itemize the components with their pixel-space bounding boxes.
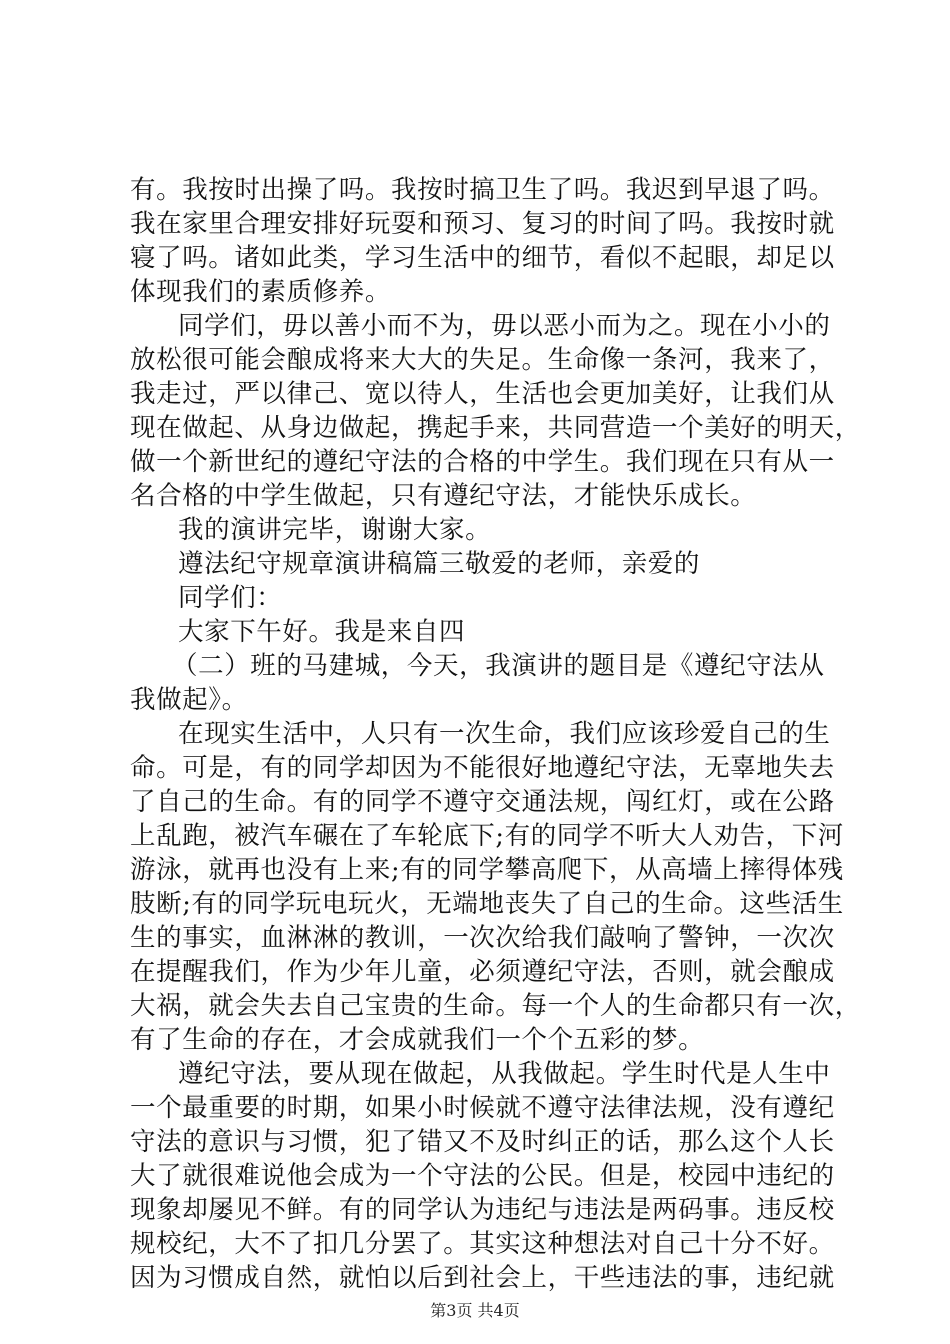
text-line: 有。我按时出操了吗。我按时搞卫生了吗。我迟到早退了吗。 — [130, 175, 835, 205]
text-line: 规校纪，大不了扣几分罢了。其实这种想法对自己十分不好。 — [130, 1229, 835, 1259]
text-line: 寝了吗。诸如此类，学习生活中的细节，看似不起眼，却足以 — [130, 243, 835, 273]
text-line: 了自己的生命。有的同学不遵守交通法规，闯红灯，或在公路 — [130, 787, 835, 817]
text-line: 现象却屡见不鲜。有的同学认为违纪与违法是两码事。违反校 — [130, 1195, 835, 1225]
paragraph-start: 遵纪守法，要从现在做起，从我做起。学生时代是人生中 — [178, 1059, 831, 1089]
text-line: 肢断;有的同学玩电玩火，无端地丧失了自己的生命。这些活生 — [130, 889, 844, 919]
paragraph-start: （二）班的马建城，今天，我演讲的题目是《遵纪守法从 — [172, 651, 825, 681]
text-line: 游泳，就再也没有上来;有的同学攀高爬下，从高墙上摔得体残 — [130, 855, 844, 885]
text-line: 守法的意识与习惯，犯了错又不及时纠正的话，那么这个人长 — [130, 1127, 835, 1157]
text-line: 有了生命的存在，才会成就我们一个个五彩的梦。 — [130, 1025, 705, 1055]
paragraph-start: 大家下午好。我是来自四 — [178, 617, 466, 647]
text-line: 命。可是，有的同学却因为不能很好地遵纪守法，无辜地失去 — [130, 753, 835, 783]
text-line: 在提醒我们，作为少年儿童，必须遵纪守法，否则，就会酿成 — [130, 957, 835, 987]
text-line: 大祸，就会失去自己宝贵的生命。每一个人的生命都只有一次， — [130, 991, 861, 1021]
text-line: 体现我们的素质修养。 — [130, 277, 392, 307]
text-line: 现在做起、从身边做起，携起手来，共同营造一个美好的明天， — [130, 413, 861, 443]
text-line: 因为习惯成自然，就怕以后到社会上，干些违法的事，违纪就 — [130, 1263, 835, 1293]
text-line: 我做起》。 — [130, 685, 248, 715]
text-line: 做一个新世纪的遵纪守法的合格的中学生。我们现在只有从一 — [130, 447, 835, 477]
text-line: 生的事实，血淋淋的教训，一次次给我们敲响了警钟，一次次 — [130, 923, 835, 953]
text-line: 一个最重要的时期，如果小时候就不遵守法律法规，没有遵纪 — [130, 1093, 835, 1123]
text-line: 我在家里合理安排好玩耍和预习、复习的时间了吗。我按时就 — [130, 209, 835, 239]
section-heading: 遵法纪守规章演讲稿篇三敬爱的老师，亲爱的 — [178, 549, 701, 579]
text-line: 大了就很难说他会成为一个守法的公民。但是，校园中违纪的 — [130, 1161, 835, 1191]
paragraph-start: 我的演讲完毕，谢谢大家。 — [178, 515, 492, 545]
salutation: 同学们： — [178, 583, 283, 613]
page-number-footer: 第3页 共4页 — [430, 1301, 520, 1320]
text-line: 我走过，严以律己、宽以待人，生活也会更加美好，让我们从 — [130, 379, 835, 409]
paragraph-start: 同学们，毋以善小而不为，毋以恶小而为之。现在小小的 — [178, 311, 831, 341]
text-line: 放松很可能会酿成将来大大的失足。生命像一条河，我来了， — [130, 345, 835, 375]
text-line: 名合格的中学生做起，只有遵纪守法，才能快乐成长。 — [130, 481, 757, 511]
paragraph-start: 在现实生活中，人只有一次生命，我们应该珍爱自己的生 — [178, 719, 831, 749]
text-line: 上乱跑，被汽车碾在了车轮底下;有的同学不听大人劝告，下河 — [130, 821, 844, 851]
